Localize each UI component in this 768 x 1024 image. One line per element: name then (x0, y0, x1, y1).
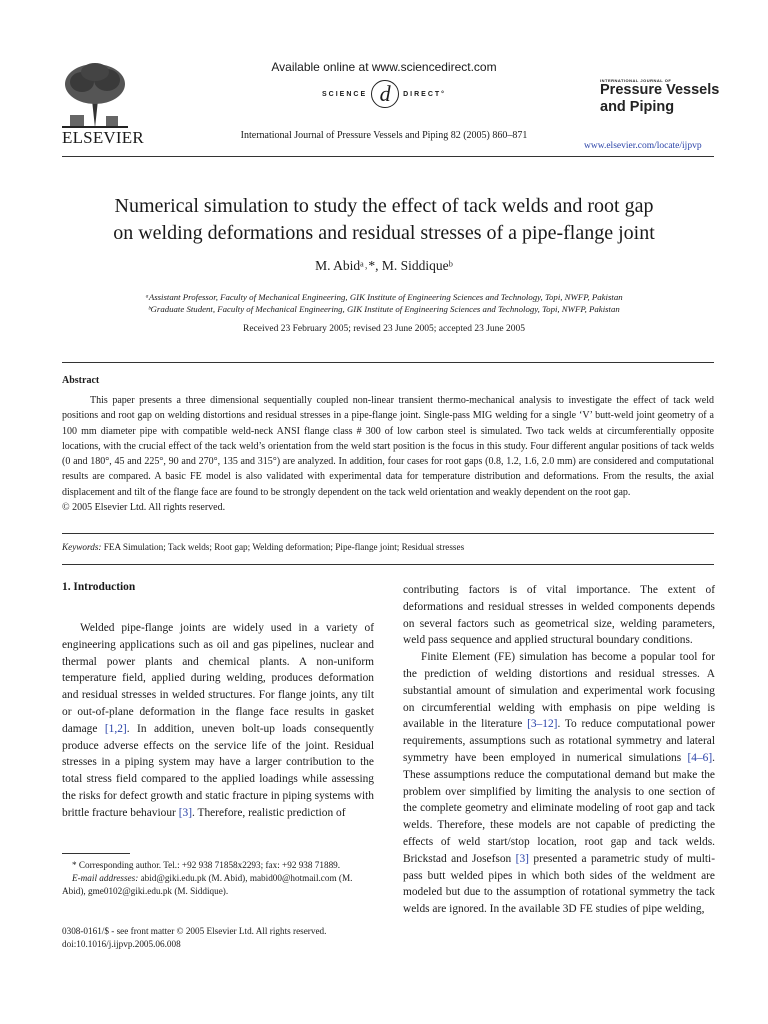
journal-logo-title (600, 82, 719, 116)
abstract-top-rule (62, 362, 714, 363)
title-line-1: Numerical simulation to study the effect of tack welds and root gap (114, 195, 654, 217)
ref-link-3b[interactable]: [3] (515, 852, 529, 865)
email-label: E-mail addresses: (72, 873, 139, 883)
intro-paragraph-1 (62, 620, 374, 822)
corresponding-author: * Corresponding author. Tel.: +92 938 71858x2293; fax: +92 938 71889. (72, 860, 341, 870)
affiliation-a: ᵃAssistant Professor, Faculty of Mechanical Engineering, GIK Institute of Engineering Sciences and Technology, Topi, NWFP, Pakistan (145, 292, 623, 302)
keywords-label: Keywords: (62, 542, 102, 552)
abstract-bottom-rule (62, 533, 714, 534)
abstract-copyright: © 2005 Elsevier Ltd. All rights reserved. (62, 502, 226, 514)
issn-line: 0308-0161/$ - see front matter © 2005 Elsevier Ltd. All rights reserved. (62, 926, 327, 936)
intro-text: Welded pipe-flange joints are widely used in a variety of engineering applications such as oil and gas pipelines, nuclear and thermal power plants and chemical plants. A non-uniform temperature field, applied during welding, produces deformation and residual stresses in welded structures. For flange joints, any tilt or out-of-plane deformation in the flange face results in gasket damage (62, 622, 374, 735)
affiliation-b: ᵇGraduate Student, Faculty of Mechanical Engineering, GIK Institute of Engineering Sciences and Technology, Topi, NWFP, Pakistan (148, 304, 620, 314)
keywords-list: FEA Simulation; Tack welds; Root gap; Welding deformation; Pipe-flange joint; Residual stresses (103, 542, 465, 552)
footnote-corresponding (62, 859, 374, 898)
journal-citation: International Journal of Pressure Vessels and Piping 82 (2005) 860–871 (240, 130, 528, 141)
section-heading-introduction: 1. Introduction (62, 581, 136, 593)
ref-link-1-2[interactable]: [1,2] (104, 722, 127, 735)
journal-kicker: INTERNATIONAL JOURNAL OF (600, 78, 672, 83)
abstract-heading: Abstract (62, 375, 100, 386)
article-title (0, 193, 768, 247)
email-text: abid@giki.edu.pk (M. Abid), mabid00@hotmail.com (M. Abid), gme0102@giki.edu.pk (M. Siddique). (62, 873, 353, 896)
intro-text: . These assumptions reduce the computational demand but make the problem over simplified by limiting the analysis to one section of the complete geometry and eliminate modeling of root gap and tack welds. Therefore, these models are not capable of predicting the effects of weld start/stop location, root gap and tack welds. Brickstad and Josefson (403, 751, 715, 865)
authors: M. Abidᵃ˒*, M. Siddiqueᵇ (315, 258, 453, 273)
abstract-body (62, 393, 714, 515)
direct-word: DIRECT° (403, 90, 446, 98)
journal-title-line-2: and Piping (600, 99, 675, 115)
journal-url-link[interactable]: www.elsevier.com/locate/ijpvp (584, 141, 702, 151)
available-online-text: Available online at www.sciencedirect.com (271, 60, 497, 74)
intro-text: . Therefore, realistic prediction of (192, 806, 346, 819)
ref-link-3[interactable]: [3] (178, 806, 192, 819)
footnote-rule (62, 853, 130, 854)
ref-link-3-12[interactable]: [3–12] (527, 718, 558, 731)
intro-text: presented a parametric study of multi-pass butt welded pipes in which both sides of the weldment are modeled but due to the assumption of rotational symmetry the tack welds are ignored. In the available 3D FE studies of pipe welding, (403, 852, 715, 916)
science-word: SCIENCE (322, 90, 368, 98)
keywords (62, 542, 464, 552)
keywords-rule (62, 564, 714, 565)
abstract-text: This paper presents a three dimensional sequentially coupled non-linear transient thermo-mechanical analysis to investigate the effect of tack weld positions and root gap on welding distortions and residual stresses in a pipe-flange joint. Single-pass MIG welding for a single ‘V’ butt-weld joint geometry of a 100 mm diameter pipe with compatible weld-neck ANSI flange class # 300 of low carbon steel is simulated. Two tack welds at circumferentially opposite locations, with the crucial effect of the tack weld’s orientation from the weld start position is the focus in this study. Four different angular positions of tack welds (0 and 180°, 45 and 225°, 90 and 270°, 135 and 315°) are analyzed. In addition, four cases for root gaps (0.8, 1.2, 1.6, 2.0 mm) are considered and computational results are compared. A basic FE model is also validated with experimental data for temperature distribution and deformations. From the results, the axial displacement and tilt of the flange face are found to be strongly dependent on the tack weld orientation and weakly dependent on the root gap. (62, 395, 714, 498)
right-paragraph-2 (403, 649, 715, 918)
intro-text: . In addition, uneven bolt-up loads consequently produce adverse effects on the service life of the joint. Residual stresses in a piping system may have a larger contribution to the total stress field compared to the applied loadings while assessing the risks for defect growth and static fracture in piping systems with brittle fracture behaviour (62, 722, 374, 819)
publisher-name: ELSEVIER (62, 128, 144, 147)
sciencedirect-d-icon: d (371, 80, 399, 108)
intro-text: Finite Element (FE) simulation has become a popular tool for the prediction of welding distortions and residual stresses. A substantial amount of simulation and experimental work focusing on circumferential welding with emphasis on pipe welding is available in the literature (403, 651, 715, 731)
title-line-2: on welding deformations and residual stresses of a pipe-flange joint (113, 222, 655, 244)
email-addresses (62, 872, 374, 898)
intro-text: . To reduce computational power requirements, assumptions such as rotational symmetry and lateral symmetry have been employed in numerical simulations (403, 718, 715, 764)
left-column (62, 620, 374, 822)
doi-line: doi:10.1016/j.ijpvp.2005.06.008 (62, 939, 181, 949)
ref-link-4-6[interactable]: [4–6] (687, 751, 713, 764)
header-rule (62, 156, 714, 157)
received-dates: Received 23 February 2005; revised 23 June 2005; accepted 23 June 2005 (242, 324, 526, 334)
right-paragraph-1: contributing factors is of vital importance. The extent of deformations and residual stresses in welded components depends on several factors such as geometrical size, welding parameters, weld pass sequence and applied structural boundary conditions. (403, 584, 715, 647)
journal-title-line-1: Pressure Vessels (600, 82, 720, 98)
right-column (403, 582, 715, 918)
